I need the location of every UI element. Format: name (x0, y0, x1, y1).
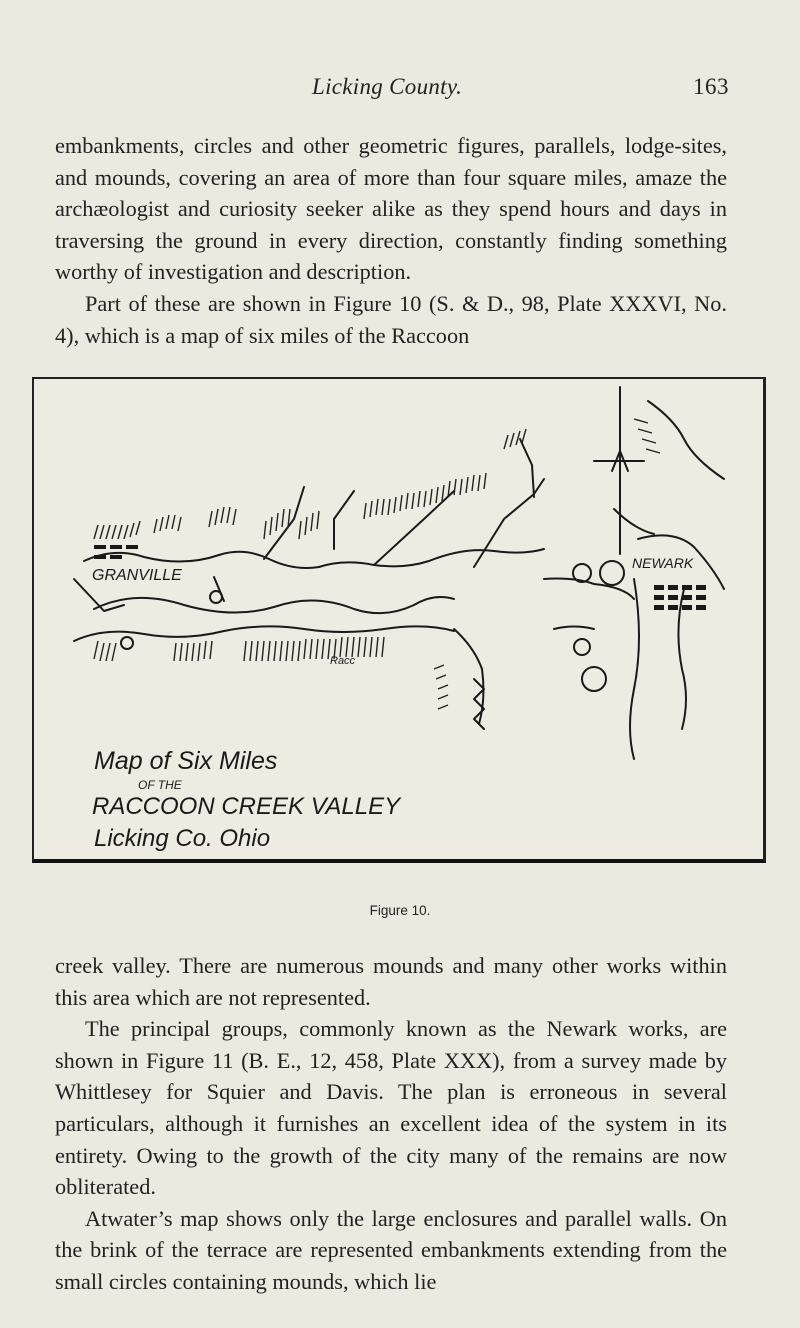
town-block (696, 605, 706, 610)
newark-river (648, 401, 724, 479)
town-block (654, 605, 664, 610)
map-title-line3: RACCOON CREEK VALLEY (92, 793, 401, 820)
tributary (264, 487, 304, 559)
town-block (696, 595, 706, 600)
raccoon-creek (94, 597, 454, 613)
circle-earthwork (121, 637, 133, 649)
raccoon-label: Racc (330, 655, 356, 667)
circle-earthwork (210, 591, 222, 603)
newark-label: NEWARK (632, 555, 694, 571)
town-block (668, 585, 678, 590)
hatch-ridge (174, 641, 212, 661)
hatch-ridge (94, 641, 116, 661)
page-number: 163 (693, 74, 729, 99)
hatch-ridge (434, 665, 448, 709)
paragraph: creek valley. There are numerous mounds and many other works within this area which are not represented. (55, 953, 727, 1010)
town-block (654, 595, 664, 600)
tributary (374, 491, 454, 565)
circle-earthwork (582, 667, 606, 691)
town-block (682, 595, 692, 600)
circle-earthwork (574, 639, 590, 655)
figure-10-map (32, 377, 766, 863)
hatch-ridge (154, 515, 181, 533)
body-text-bottom (55, 950, 727, 1298)
running-head (0, 74, 800, 104)
newark-river (630, 579, 639, 759)
hatch-ridge (264, 509, 290, 539)
map-title-line4: Licking Co. Ohio (94, 825, 271, 852)
town-block (94, 555, 106, 559)
tributary (520, 439, 534, 497)
circle-earthwork (573, 564, 591, 582)
tributary (454, 629, 483, 724)
figure-caption: Figure 10. (369, 903, 431, 918)
paragraph: embankments, circles and other geometric figures, parallels, lodge-sites, and mounds, covering an area of more than four square miles, amaze the archæologist and curiosity seeker alike as they spend hours and days in traversing the ground in every direction, constantly finding something worthy of investigation and description. (55, 133, 727, 285)
tributary (334, 491, 354, 549)
map-title-line2: OF THE (138, 778, 182, 792)
newark-river (554, 627, 594, 630)
hatch-ridge (364, 473, 486, 519)
paragraph: Atwater’s map shows only the large enclosures and parallel walls. On the brink of the terrace are represented embankments extending from the small circles containing mounds, which lie (55, 1205, 727, 1294)
hatch-ridge (244, 637, 384, 661)
paragraph: The principal groups, commonly known as the Newark works, are shown in Figure 11 (B. E., 12, 458, Plate XXX), from a survey made by Whittlesey for Squier and Davis. The plan is erroneous in several particulars, although it furnishes an excellent idea of the system in its entirety. Owing to the growth of the city many of the remains are now obliterated. (55, 1016, 727, 1200)
town-block (110, 555, 122, 559)
hatch-ridge (94, 521, 140, 539)
town-block (682, 585, 692, 590)
town-block (682, 605, 692, 610)
town-block (94, 545, 106, 549)
hatch-ridge (209, 507, 236, 527)
town-block (668, 605, 678, 610)
hatch-ridge (634, 419, 660, 453)
town-block (696, 585, 706, 590)
map-title-line1: Map of Six Miles (94, 747, 278, 775)
town-block (126, 545, 138, 549)
town-block (668, 595, 678, 600)
running-title: Licking County. (312, 74, 463, 99)
circle-earthwork (600, 561, 624, 585)
body-text-top (55, 130, 727, 351)
granville-label: GRANVILLE (92, 567, 182, 584)
paragraph: Part of these are shown in Figure 10 (S. & D., 98, Plate XXXVI, No. 4), which is a map of six miles of the Raccoon (55, 290, 727, 348)
town-block (110, 545, 122, 549)
hatch-ridge (299, 511, 319, 539)
town-block (654, 585, 664, 590)
